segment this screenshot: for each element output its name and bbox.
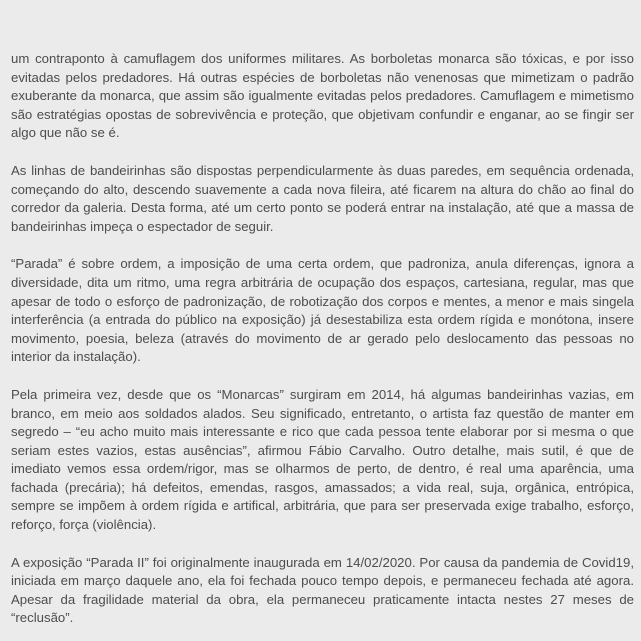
paragraph-camouflage: um contraponto à camuflagem dos uniformes militares. As borboletas monarca são tóxicas, e por isso evitadas pelos predadores. Há outras espécies de borboletas não venenosas que mimetizam o padrão exuberante da monarca, que assim são igualmente evitadas pelos predadores. Camuflagem e mimetismo são estratégias opostas de sobrevivência e proteção, que objetivam confundir e enganar, ao se fingir ser algo que não se é. [11, 51, 634, 141]
paragraph-exhibition-history: A exposição “Parada II” foi originalmente inaugurada em 14/02/2020. Por causa da pandemia de Covid19, iniciada em março daquele ano, ela foi fechada pouco tempo depois, e permaneceu fechada até agora. Apesar da fragilidade material da obra, ela permaneceu praticamente intacta nestes 27 meses de “reclusão”. [11, 554, 634, 626]
paragraph-flag-lines: As linhas de bandeirinhas são dispostas perpendicularmente às duas paredes, em sequência ordenada, começando do alto, descendo suavemente a cada nova fileira, até ficarem na altura do chão ao final do corredor da galeria. Desta forma, até um certo ponto se poderá entrar na instalação, até que a massa de bandeirinhas impeça o espectador de seguir. [11, 162, 634, 234]
paragraph-order: “Parada” é sobre ordem, a imposição de uma certa ordem, que padroniza, anula diferenças, ignora a diversidade, dita um ritmo, uma regra arbitrária de ocupação dos espaços, cartesiana, regular, mas que apesar de todo o esforço de padronização, de robotização dos corpos e mentes, a menor e mais singela interferência (a entrada do público na exposição) já desestabiliza esta ordem rígida e monótona, insere movimento, poesia, beleza (através do movimento de ar gerado pelo deslocamento das pessoas no interior da instalação). [11, 256, 634, 365]
article-body [11, 50, 634, 628]
paragraph-empty-flags: Pela primeira vez, desde que os “Monarcas” surgiram em 2014, há algumas bandeirinhas vazias, em branco, em meio aos soldados alados. Seu significado, entretanto, o artista faz questão de manter em segredo – “eu acho muito mais interessante e rico que cada pessoa tente elaborar por si mesma o que seriam estes vazios, estas ausências”, afirmou Fábio Carvalho. Outro detalhe, mais sutil, é que de imediato vemos essa ordem/rigor, mas se olharmos de perto, de dentro, é real uma aparência, uma fachada (precária); há defeitos, emendas, rasgos, amassados; a vida real, suja, orgânica, entrópica, sempre se impõem à ordem rígida e artifical, arbitrária, que para ser preservada exige trabalho, esforço, reforço, força (violência). [11, 386, 634, 533]
